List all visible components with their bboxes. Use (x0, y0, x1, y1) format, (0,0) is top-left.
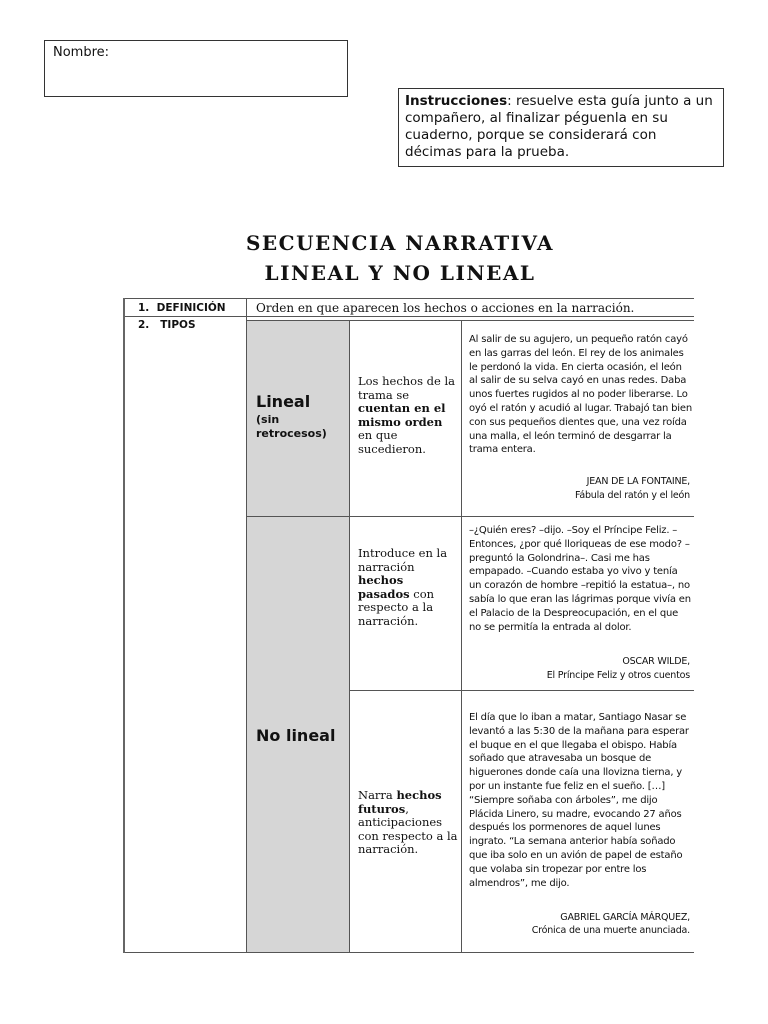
name-label: Nombre: (53, 45, 110, 60)
hechos-futuros-description: Narra hechos futuros, anticipaciones con respecto a la narración. (358, 788, 458, 856)
instructions-body: : resuelve esta guía junto a un compañero, al finalizar péguenla en su cuaderno, porque se considerará con décimas para la prueba. (405, 93, 713, 160)
lineal-subtitle: (sin retrocesos) (256, 413, 327, 440)
definition-row-label: 1. DEFINICIÓN (138, 302, 226, 314)
lineal-example-author: JEAN DE LA FONTAINE, (586, 476, 690, 487)
hechos-futuros-example-work: Crónica de una muerte anunciada. (531, 925, 690, 936)
name-field-box[interactable] (44, 40, 348, 97)
instructions-box (398, 88, 724, 167)
lineal-description: Los hechos de la trama se cuentan en el mismo orden en que sucedieron. (358, 374, 456, 456)
hechos-pasados-example-author: OSCAR WILDE, (622, 656, 690, 667)
lineal-example-work: Fábula del ratón y el león (574, 490, 690, 501)
instructions-label: Instrucciones (405, 93, 508, 109)
hechos-futuros-example-excerpt: El día que lo iban a matar, Santiago Nasar se levantó a las 5:30 de la mañana para esperar el buque en el que llegaba el obispo. Había soñado que atravesaba un bosque de higuerones donde caía una llovizna tierna, y por un instante fue feliz en el sueño. […] “Siempre soñaba con árboles”, me dijo Plácida Linero, su madre, evocando 27 años después los pormenores de aquel lunes ingrato. “La semana anterior había soñado que iba solo en un avión de papel de estaño que volaba sin tropezar por entre los almendros”, me dijo. (469, 712, 689, 889)
page-title-line-1: SECUENCIA NARRATIVA (245, 231, 554, 255)
hechos-pasados-description: Introduce en la narración hechos pasados con respecto a la narración. (358, 546, 448, 628)
tipos-row-label: 2. TIPOS (138, 319, 196, 331)
hechos-pasados-example-work: El Príncipe Feliz y otros cuentos (546, 670, 690, 681)
page-title-line-2: LINEAL Y NO LINEAL (264, 261, 536, 285)
lineal-example-excerpt: Al salir de su agujero, un pequeño ratón cayó en las garras del león. El rey de los animales le perdonó la vida. En cierta ocasión, el león al salir de su selva cayó en unas redes. Daba unos fuertes rugidos al no poder liberarse. Lo oyó el ratón y acudió al lugar. Trabajó tan bien con sus pequeños dientes que, una vez roída una malla, el león terminó de desgarrar la trama entera. (469, 334, 692, 456)
hechos-pasados-example-excerpt: –¿Quién eres? –dijo. –Soy el Príncipe Feliz. –Entonces, ¿por qué lloriqueas de ese modo? –preguntó la Golondrina–. Casi me has empapado. –Cuando estaba yo vivo y tenía un corazón de hombre –repitió la estatua–, no sabía lo que eran las lágrimas porque vivía en el Palacio de la Despreocupación, en el que no se permitía la entrada al dolor. (469, 525, 691, 633)
definition-text: Orden en que aparecen los hechos o acciones en la narración. (256, 301, 635, 315)
lineal-title: Lineal (256, 392, 311, 411)
hechos-futuros-example-author: GABRIEL GARCÍA MÁRQUEZ, (560, 912, 690, 923)
no-lineal-title: No lineal (256, 726, 336, 745)
instructions-text (405, 93, 715, 161)
